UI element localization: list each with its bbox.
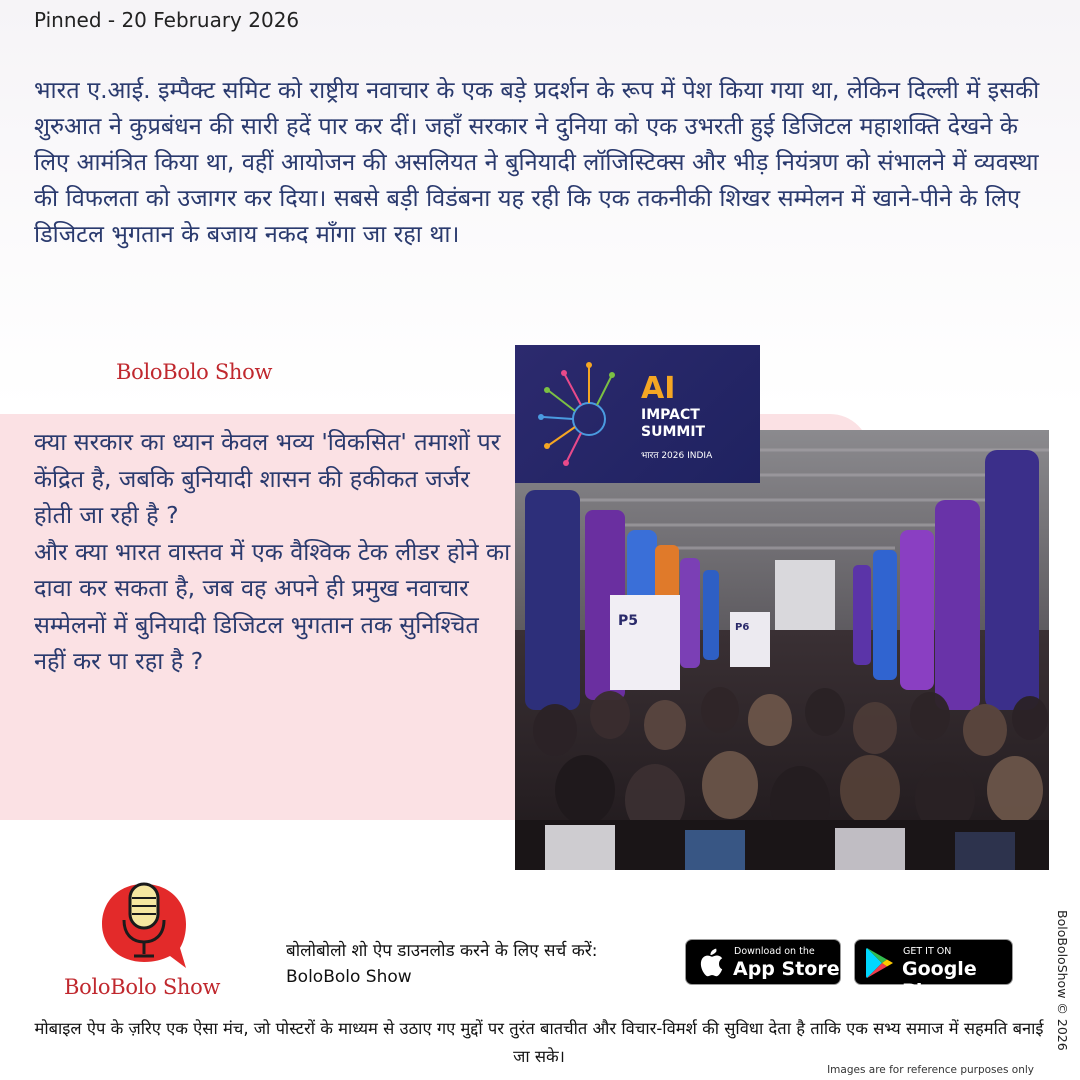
summit-title bbox=[641, 407, 705, 441]
question-2: और क्या भारत वास्तव में एक वैश्विक टेक लीडर होने का दावा कर सकता है, जब वह अपने ही प्रमुख नवाचार सम्मेलनों में बुनियादी डिजिटल भुगतान तक सुनिश्चित नहीं कर पा रहा है ? bbox=[34, 537, 511, 675]
summit-title-line1: IMPACT bbox=[641, 407, 700, 423]
google-play-small-text: GET IT ON bbox=[903, 946, 952, 957]
copyright-vertical bbox=[1052, 910, 1072, 1060]
question-1: क्या सरकार का ध्यान केवल भव्य 'विकसित' तमाशों पर केंद्रित है, जबकि बुनियादी शासन की हकीकत जर्जर होती जा रही है ? bbox=[34, 428, 501, 529]
google-play-icon bbox=[865, 947, 895, 979]
microphone-icon bbox=[94, 876, 194, 976]
crowd-illustration bbox=[515, 430, 1049, 870]
brand-name-bottom: BoloBolo Show bbox=[64, 975, 221, 999]
copyright-text: BoloBoloShow © 2026 bbox=[1055, 910, 1070, 1051]
summit-india-label: भारत 2026 INDIA bbox=[641, 451, 713, 461]
image-disclaimer: Images are for reference purposes only bbox=[827, 1064, 1034, 1076]
app-description: मोबाइल ऐप के ज़रिए एक ऐसा मंच, जो पोस्टरों के माध्यम से उठाए गए मुद्दों पर तुरंत बातचीत और विचार-विमर्श की सुविधा देता है ताकि एक सभ्य समाज में सहमति बनाई जा सके। bbox=[34, 1019, 1044, 1066]
ai-impact-summit-logo bbox=[515, 345, 760, 483]
app-store-big-text: App Store bbox=[733, 958, 840, 980]
app-cta-line2: BoloBolo Show bbox=[286, 967, 412, 987]
question-block bbox=[34, 424, 514, 680]
apple-icon bbox=[698, 948, 724, 978]
app-download-cta bbox=[286, 938, 597, 990]
sign-p5: P5 bbox=[618, 613, 639, 629]
summit-title-line2: SUMMIT bbox=[641, 424, 706, 440]
summit-ai-label: AI bbox=[641, 371, 676, 406]
sign-p6: P6 bbox=[735, 622, 750, 633]
app-store-button[interactable] bbox=[685, 939, 841, 985]
summit-emblem-icon bbox=[515, 345, 635, 483]
pinned-date: Pinned - 20 February 2026 bbox=[34, 8, 300, 32]
app-cta-line1: बोलोबोलो शो ऐप डाउनलोड करने के लिए सर्च करें: bbox=[286, 941, 598, 961]
brand-name-top: BoloBolo Show bbox=[116, 360, 273, 384]
google-play-big-text: Google Play bbox=[902, 958, 977, 1002]
google-play-button[interactable] bbox=[854, 939, 1013, 1002]
app-store-small-text: Download on the bbox=[734, 946, 815, 957]
intro-paragraph: भारत ए.आई. इम्पैक्ट समिट को राष्ट्रीय नवाचार के एक बड़े प्रदर्शन के रूप में पेश किया गया था, लेकिन दिल्ली में इसकी शुरुआत ने कुप्रबंधन की सारी हदें पार कर दीं। जहाँ सरकार ने दुनिया को एक उभरती हुई डिजिटल महाशक्ति देखने के लिए आमंत्रित किया था, वहीं आयोजन की असलियत ने बुनियादी लॉजिस्टिक्स और भीड़ नियंत्रण को संभालने में व्यवस्था की विफलता को उजागर कर दिया। सबसे बड़ी विडंबना यह रही कि एक तकनीकी शिखर सम्मेलन में खाने-पीने के लिए डिजिटल भुगतान के बजाय नकद माँगा जा रहा था। bbox=[34, 76, 1040, 248]
summit-crowd-photo bbox=[515, 430, 1049, 870]
